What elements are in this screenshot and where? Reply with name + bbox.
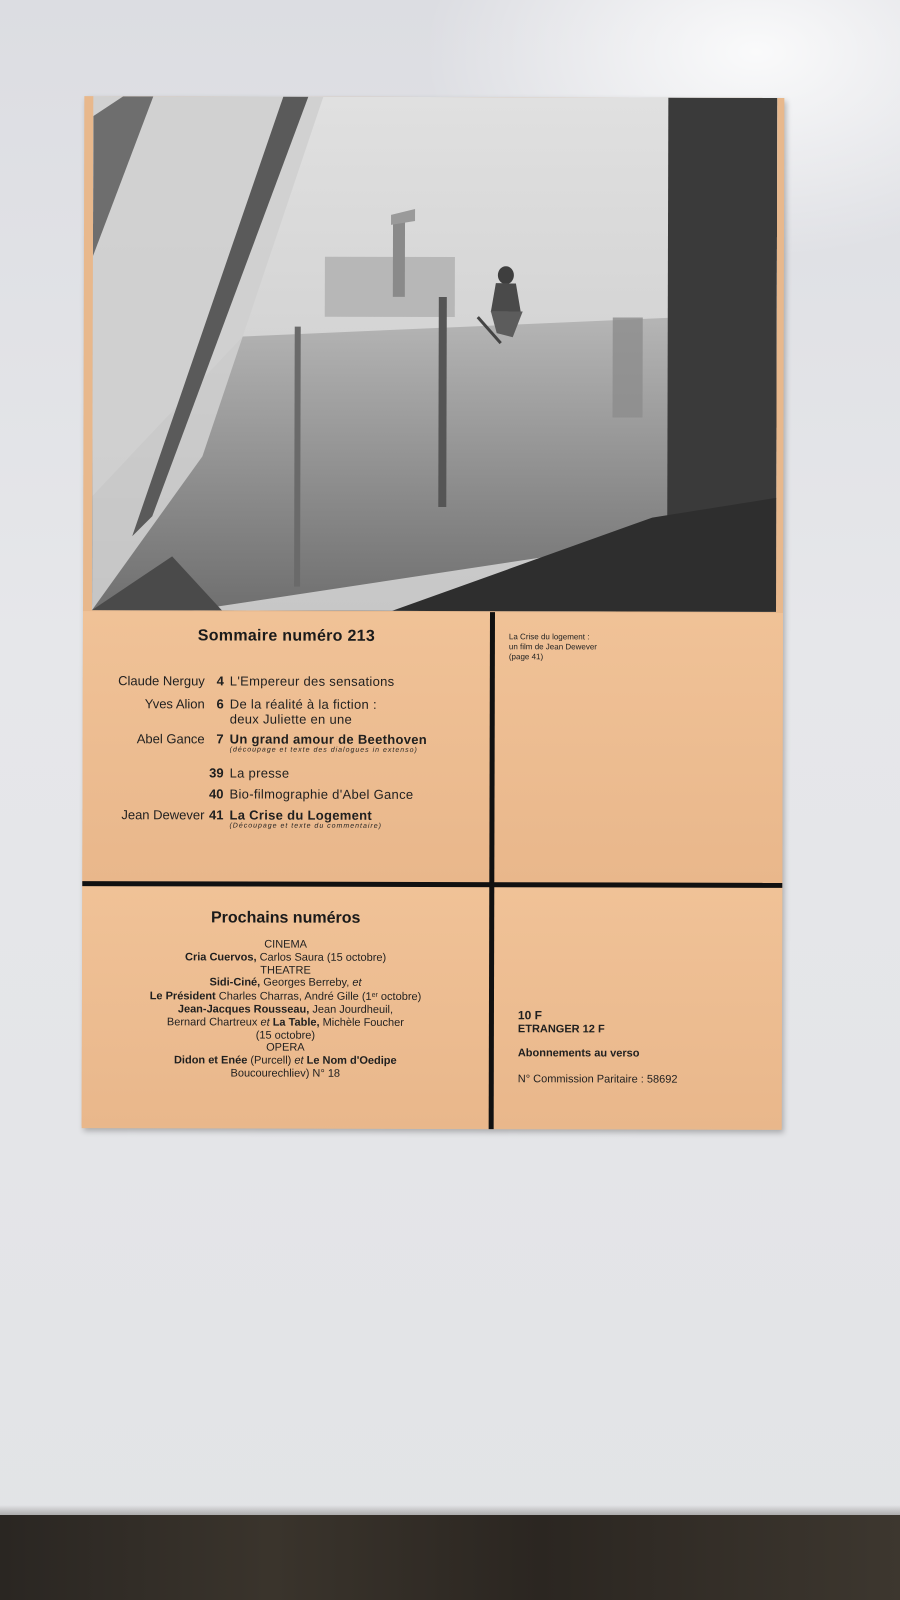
toc-page: 7 xyxy=(216,731,224,747)
toc-title: De la réalité à la fiction : xyxy=(229,696,377,712)
subscriptions-note: Abonnements au verso xyxy=(517,1047,640,1060)
toc-row xyxy=(83,786,490,802)
upcoming-item: Didon et Enée (Purcell) et Le Nom d'Oedipe xyxy=(173,1054,397,1068)
toc-title-line2: deux Juliette en une xyxy=(229,711,353,727)
prochains-title: Prochains numéros xyxy=(210,909,361,927)
sommaire-panel xyxy=(82,611,490,882)
photo-caption xyxy=(509,632,597,662)
caption-line: (page 41) xyxy=(508,652,544,662)
magazine-back-cover xyxy=(82,96,785,1130)
toc-page: 39 xyxy=(209,765,224,781)
toc-page: 4 xyxy=(216,673,224,689)
film-still-photo xyxy=(92,96,777,612)
section-label: OPERA xyxy=(266,1041,305,1055)
toc-row xyxy=(83,765,490,781)
toc-author: Claude Nerguy xyxy=(118,673,205,689)
toc-row xyxy=(82,807,489,830)
section-label: THEATRE xyxy=(260,964,311,977)
caption-line: un film de Jean Dewever xyxy=(508,642,597,652)
prochains-list xyxy=(82,938,489,1081)
toc-note: (Découpage et texte du commentaire) xyxy=(229,822,382,830)
toc-author: Yves Alion xyxy=(144,696,205,712)
toc-note: (découpage et texte des dialogues in extenso) xyxy=(229,746,418,754)
upcoming-item: Le Président Charles Charras, André Gille (1er octobre) xyxy=(149,990,422,1004)
toc-row xyxy=(83,696,490,712)
floor xyxy=(0,1515,900,1600)
prochains-panel xyxy=(82,886,490,1127)
upcoming-date: (15 octobre) xyxy=(255,1029,316,1042)
upcoming-item: Cria Cuervos, Carlos Saura (15 octobre) xyxy=(185,951,387,964)
toc-page: 6 xyxy=(216,696,224,712)
toc-author: Abel Gance xyxy=(136,731,205,747)
upcoming-item: Boucourechliev) N° 18 xyxy=(230,1067,341,1080)
upcoming-item: Bernard Chartreux et La Table, Michèle Foucher xyxy=(166,1016,404,1029)
price-france: 10 F xyxy=(517,1008,542,1023)
toc-page: 41 xyxy=(208,807,224,823)
toc-title: Bio-filmographie d'Abel Gance xyxy=(229,786,414,802)
toc-title: Un grand amour de Beethoven xyxy=(229,731,428,747)
sommaire-title: Sommaire numéro 213 xyxy=(197,627,376,645)
price-etranger: ETRANGER 12 F xyxy=(517,1023,605,1036)
toc-page: 40 xyxy=(209,786,224,802)
caption-line: La Crise du logement : xyxy=(508,632,590,642)
film-still-image xyxy=(92,96,777,612)
toc-author: Jean Dewever xyxy=(121,807,205,823)
upcoming-item: Sidi-Ciné, Georges Berreby, et xyxy=(209,976,362,990)
upcoming-item: Jean-Jacques Rousseau, Jean Jourdheuil, xyxy=(177,1003,394,1016)
section-label: CINEMA xyxy=(264,938,308,951)
toc-row xyxy=(83,673,490,689)
toc-title: La presse xyxy=(229,765,290,781)
toc-title: La Crise du Logement xyxy=(229,807,373,823)
toc-row xyxy=(83,731,490,754)
toc-title: L'Empereur des sensations xyxy=(229,673,395,689)
commission-number: N° Commission Paritaire : 58692 xyxy=(517,1073,678,1086)
